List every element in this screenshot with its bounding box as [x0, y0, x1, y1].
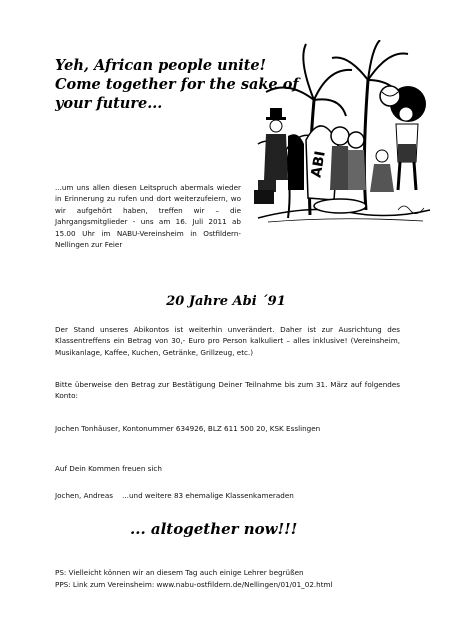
motto-line-3: your future...	[55, 95, 163, 112]
anniversary-heading: 20 Jahre Abi ´91	[166, 294, 286, 309]
signature-line: Jochen, Andreas ...und weitere 83 ehemalige Klassenkameraden	[55, 491, 294, 500]
motto	[55, 56, 299, 113]
pps-link-line: PPS: Link zum Vereinsheim: www.nabu-ostfildern.de/Nellingen/01/01_02.html	[55, 580, 333, 589]
bank-account-line: Jochen Tonhäuser, Kontonummer 634926, BLZ 611 500 20, KSK Esslingen	[55, 424, 321, 433]
abi-sign-text: ABI	[308, 149, 329, 179]
greeting-line: Auf Dein Kommen freuen sich	[55, 464, 162, 473]
ps-line: PS: Vielleicht können wir an diesem Tag auch einige Lehrer begrüßen	[55, 568, 304, 577]
palm-tree-cartoon-icon	[248, 40, 438, 225]
cartoon-illustration	[248, 40, 438, 225]
intro-paragraph: ...um uns allen diesen Leitspruch abermals wieder in Erinnerung zu rufen und dort weiterzufeiern, wo wir aufgehört haben, treffen wir – die Jahrgangsmitglieder - uns am 16. Juli 2011 ab 15.00 Uhr im NABU-Vereinsheim in Ostfildern-Nellingen zur Feier	[55, 183, 241, 250]
account-paragraph: Der Stand unseres Abikontos ist weiterhin unverändert. Daher ist zur Ausrichtung des Klassentreffens ein Betrag von 30,- Euro pro Person kalkuliert – alles inklusive! (Vereinsheim, Musikanlage, Kaffee, Kuchen, Getränke, Grillzeug, etc.)	[55, 325, 400, 357]
closing-slogan: ... altogether now!!!	[130, 520, 298, 538]
motto-line-2: Come together for the sake of	[55, 76, 299, 93]
motto-line-1: Yeh, African people unite!	[55, 57, 266, 74]
payment-paragraph: Bitte überweise den Betrag zur Bestätigung Deiner Teilnahme bis zum 31. März auf folgendes Konto:	[55, 380, 400, 401]
